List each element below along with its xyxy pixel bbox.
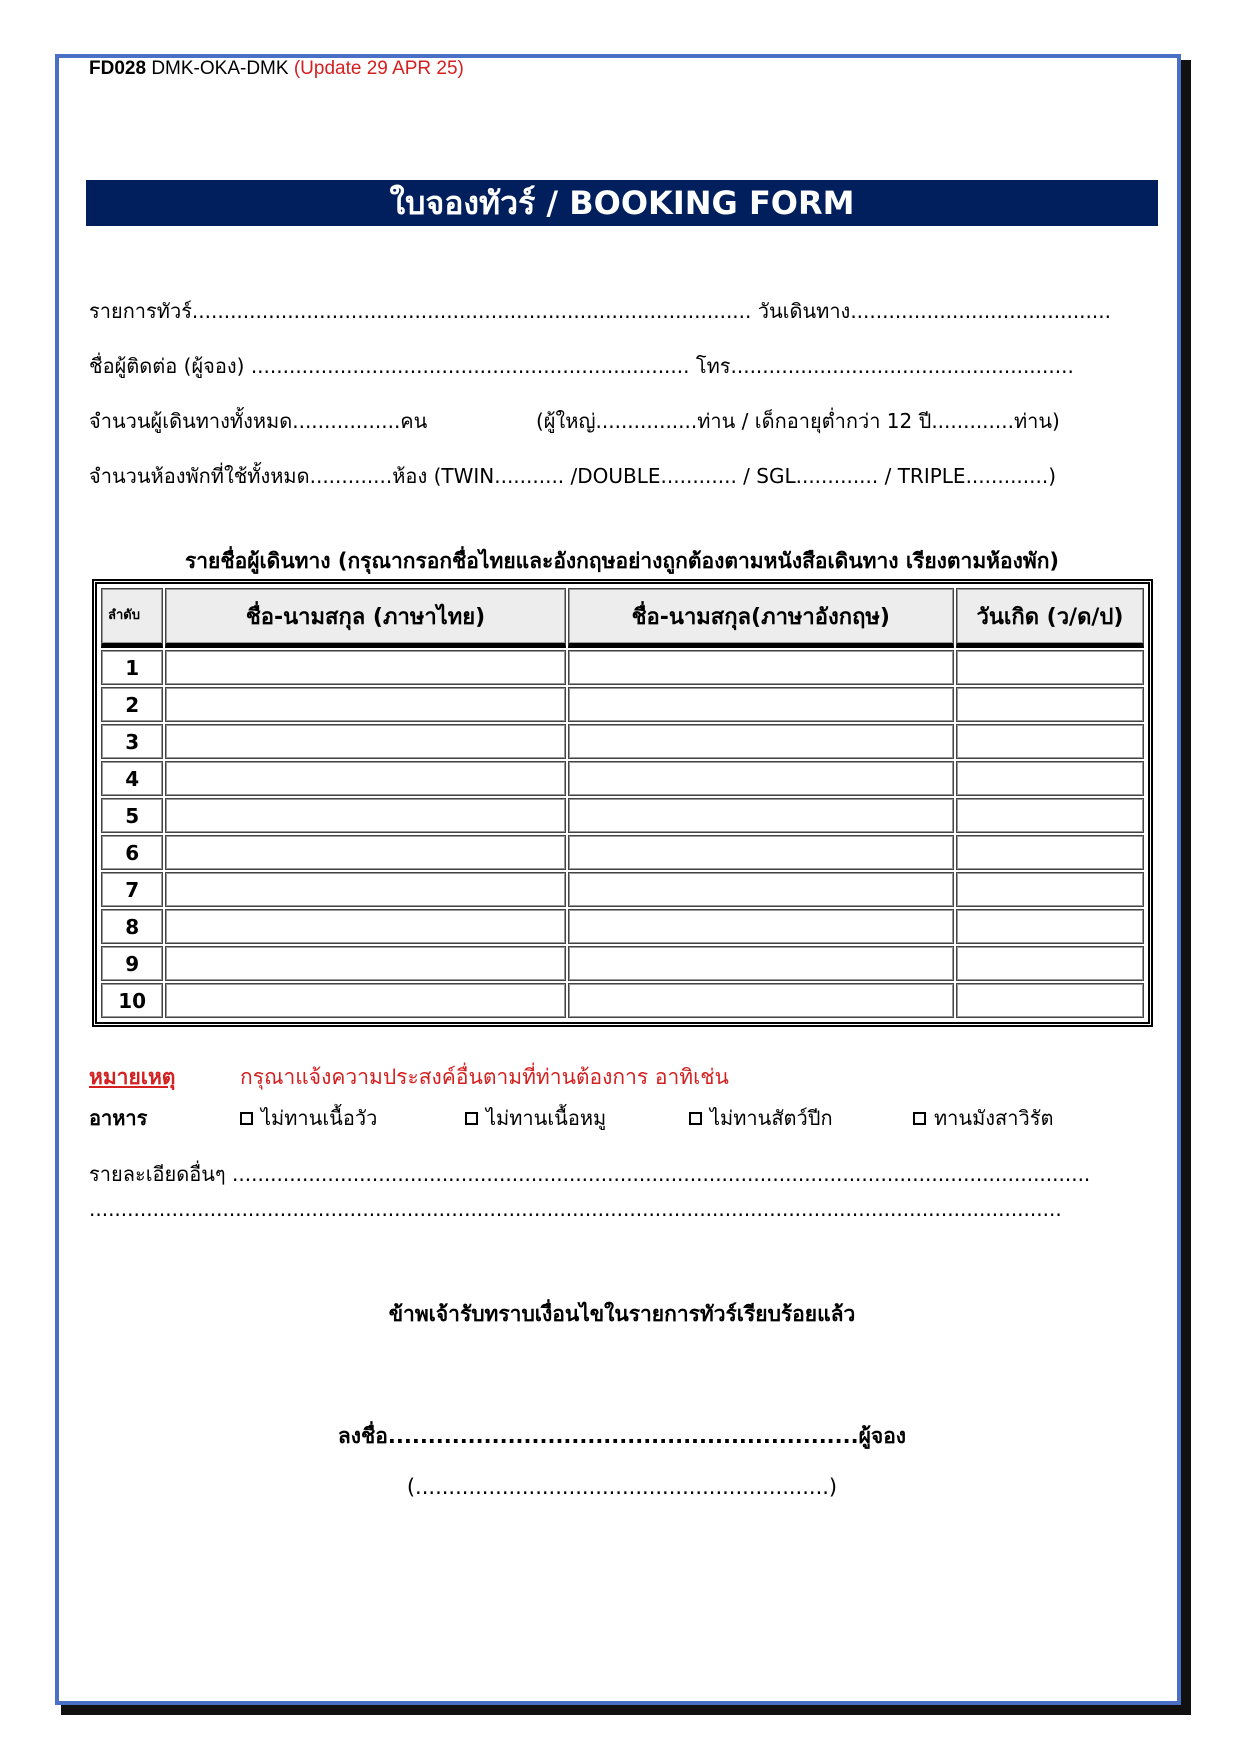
update-date: (Update 29 APR 25): [293, 58, 464, 79]
dob-cell[interactable]: [956, 983, 1144, 1018]
column-english-name: ชื่อ-นามสกุล(ภาษาอังกฤษ): [568, 588, 954, 648]
checkbox-icon[interactable]: [240, 1112, 253, 1125]
english-name-cell[interactable]: [568, 872, 954, 907]
dob-cell[interactable]: [956, 835, 1144, 870]
english-name-cell[interactable]: [568, 983, 954, 1018]
food-option-no-pork[interactable]: ไม่ทานเนื้อหมู: [465, 1102, 606, 1134]
column-thai-name: ชื่อ-นามสกุล (ภาษาไทย): [165, 588, 565, 648]
checkbox-icon[interactable]: [465, 1112, 478, 1125]
thai-name-cell[interactable]: [165, 761, 565, 796]
english-name-cell[interactable]: [568, 650, 954, 685]
row-number: 5: [101, 798, 163, 833]
thai-name-cell[interactable]: [165, 983, 565, 1018]
other-details-field-line2[interactable]: .........................................................................................................................................................: [89, 1197, 1062, 1221]
document-code: [89, 58, 464, 80]
english-name-cell[interactable]: [568, 798, 954, 833]
table-row: [101, 761, 1144, 796]
checkbox-icon[interactable]: [913, 1112, 926, 1125]
column-date-of-birth: วันเกิด (ว/ด/ป): [956, 588, 1144, 648]
english-name-cell[interactable]: [568, 835, 954, 870]
adult-child-count: (ผู้ใหญ่................ท่าน / เด็กอายุต่ำกว่า 12 ปี.............ท่าน): [536, 409, 1060, 433]
table-row: [101, 687, 1144, 722]
passenger-table: [92, 579, 1153, 1027]
signature-line[interactable]: ลงชื่อ...........................................................ผู้จอง: [337, 1424, 907, 1448]
tour-and-date-field[interactable]: รายการทัวร์........................................................................................ วันเดินทาง.........................................: [89, 299, 1111, 323]
dob-cell[interactable]: [956, 761, 1144, 796]
remarks-text: กรุณาแจ้งความประสงค์อื่นตามที่ท่านต้องการ อาทิเช่น: [240, 1065, 729, 1089]
row-number: 9: [101, 946, 163, 981]
dob-cell[interactable]: [956, 724, 1144, 759]
signature-name-line[interactable]: (..............................................................): [406, 1475, 838, 1499]
table-row: [101, 872, 1144, 907]
row-number: 2: [101, 687, 163, 722]
thai-name-cell[interactable]: [165, 946, 565, 981]
thai-name-cell[interactable]: [165, 909, 565, 944]
food-label: อาหาร: [89, 1106, 148, 1130]
thai-name-cell[interactable]: [165, 835, 565, 870]
food-option-vegetarian[interactable]: ทานมังสาวิรัต: [913, 1102, 1053, 1134]
english-name-cell[interactable]: [568, 761, 954, 796]
column-no: ลำดับ: [101, 588, 163, 648]
form-code: FD028: [89, 58, 147, 79]
table-row: [101, 946, 1144, 981]
row-number: 7: [101, 872, 163, 907]
food-option-no-poultry[interactable]: ไม่ทานสัตว์ปีก: [689, 1102, 833, 1134]
english-name-cell[interactable]: [568, 909, 954, 944]
english-name-cell[interactable]: [568, 687, 954, 722]
thai-name-cell[interactable]: [165, 650, 565, 685]
thai-name-cell[interactable]: [165, 872, 565, 907]
row-number: 3: [101, 724, 163, 759]
table-row: [101, 798, 1144, 833]
traveler-count-field[interactable]: [89, 405, 1159, 437]
checkbox-icon[interactable]: [689, 1112, 702, 1125]
contact-and-phone-field[interactable]: ชื่อผู้ติดต่อ (ผู้จอง) ..................................................................... โทร......................................................: [89, 354, 1074, 378]
row-number: 4: [101, 761, 163, 796]
thai-name-cell[interactable]: [165, 724, 565, 759]
dob-cell[interactable]: [956, 650, 1144, 685]
table-row: [101, 909, 1144, 944]
dob-cell[interactable]: [956, 909, 1144, 944]
row-number: 8: [101, 909, 163, 944]
dob-cell[interactable]: [956, 687, 1144, 722]
room-count-field[interactable]: จำนวนห้องพักที่ใช้ทั้งหมด.............ห้อง (TWIN........... /DOUBLE............ / SGL............. / TRIPLE.............): [89, 464, 1057, 488]
row-number: 6: [101, 835, 163, 870]
dob-cell[interactable]: [956, 946, 1144, 981]
table-row: [101, 724, 1144, 759]
row-number: 1: [101, 650, 163, 685]
dob-cell[interactable]: [956, 872, 1144, 907]
dob-cell[interactable]: [956, 798, 1144, 833]
thai-name-cell[interactable]: [165, 687, 565, 722]
thai-name-cell[interactable]: [165, 798, 565, 833]
total-travelers: จำนวนผู้เดินทางทั้งหมด.................คน: [89, 409, 428, 433]
food-option-no-beef[interactable]: ไม่ทานเนื้อวัว: [240, 1102, 377, 1134]
table-row: [101, 835, 1144, 870]
passenger-table-header: [101, 588, 1144, 648]
english-name-cell[interactable]: [568, 724, 954, 759]
table-row: [101, 650, 1144, 685]
remarks-label: หมายเหตุ: [89, 1065, 176, 1089]
form-title: ใบจองทัวร์ / BOOKING FORM: [86, 180, 1158, 226]
table-row: [101, 983, 1144, 1018]
acknowledgement: ข้าพเจ้ารับทราบเงื่อนไขในรายการทัวร์เรียบร้อยแล้ว: [388, 1302, 856, 1326]
route: DMK-OKA-DMK: [151, 58, 289, 79]
other-details-field[interactable]: รายละเอียดอื่นๆ .......................................................................................................................................: [89, 1162, 1091, 1186]
row-number: 10: [101, 983, 163, 1018]
passenger-list-heading: รายชื่อผู้เดินทาง (กรุณากรอกชื่อไทยและอังกฤษอย่างถูกต้องตามหนังสือเดินทาง เรียงตามห้องพัก): [184, 549, 1060, 573]
english-name-cell[interactable]: [568, 946, 954, 981]
